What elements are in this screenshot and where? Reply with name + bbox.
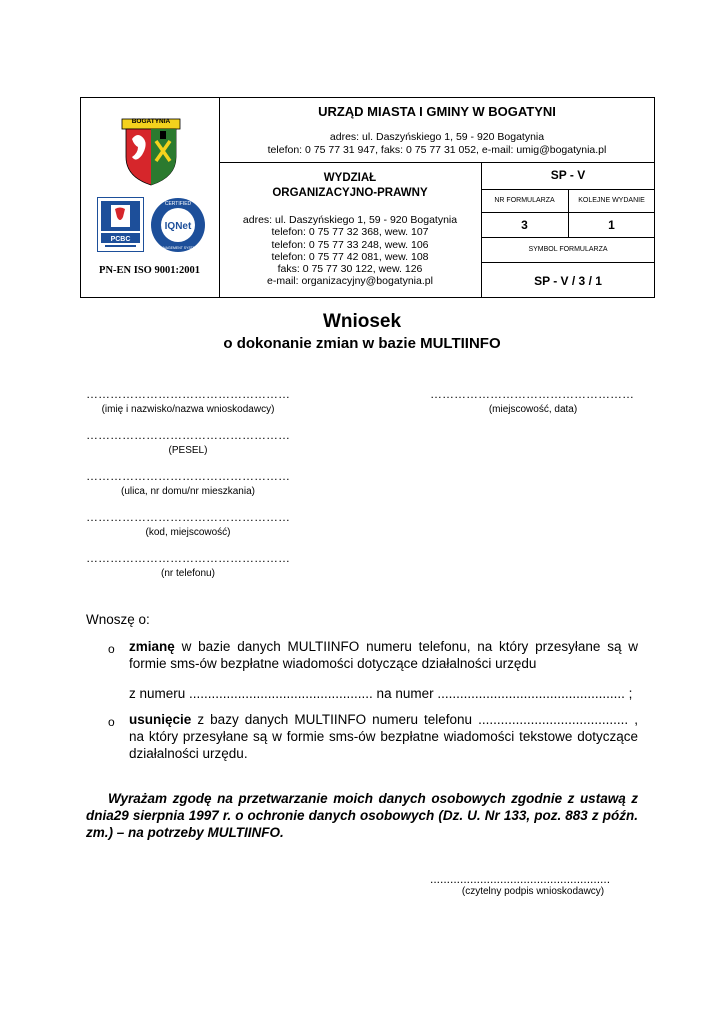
header-divider <box>481 212 655 213</box>
postal-caption: (kod, miejscowość) <box>145 527 231 538</box>
item-change-keyword: zmianę <box>129 639 175 654</box>
place-date-line[interactable]: …………………………………………… <box>430 387 634 401</box>
department-contact-line: telefon: 0 75 77 42 081, wew. 108 <box>271 250 429 263</box>
signature-caption: (czytelny podpis wnioskodawcy) <box>461 886 605 897</box>
department-title: ORGANIZACYJNO-PRAWNY <box>272 187 428 199</box>
pcbc-certificate-logo <box>97 197 144 252</box>
phone-caption: (nr telefonu) <box>161 568 215 579</box>
office-title: URZĄD MIASTA I GMINY W BOGATYNI <box>318 104 556 119</box>
request-intro: Wnoszę o: <box>86 612 150 627</box>
signature-line[interactable]: ...................................................... <box>430 872 611 886</box>
pcbc-label: PCBC <box>110 236 131 243</box>
item-remove-text: z bazy danych MULTIINFO numeru telefonu ........................................ , na który przesyłane są w formie sms-ów bezpłatne wiadomości tekstowe dotyczące działalności urzędu. <box>129 712 638 761</box>
street-line[interactable]: …………………………………………… <box>86 469 290 483</box>
document-subtitle: o dokonanie zmian w bazie MULTIINFO <box>223 335 501 352</box>
checkbox-change[interactable]: o <box>108 642 115 656</box>
document-title: Wniosek <box>322 311 402 332</box>
iso-standard: PN-EN ISO 9001:2001 <box>99 265 200 276</box>
item-remove-keyword: usunięcie <box>129 712 192 727</box>
department-contact-line: faks: 0 75 77 30 122, wew. 126 <box>277 263 423 276</box>
header-divider <box>481 189 655 190</box>
department-contact-line: telefon: 0 75 77 32 368, wew. 107 <box>271 226 429 239</box>
form-symbol-value: SP - V / 3 / 1 <box>534 274 602 288</box>
iqnet-certificate-logo <box>149 196 207 254</box>
phone-number-change-fields[interactable]: z numeru ................................................. na numer .................................................. ; <box>129 686 633 701</box>
form-symbol-label: SYMBOL FORMULARZA <box>528 246 608 253</box>
consent-statement: Wyrażam zgodę na przetwarzanie moich danych osobowych zgodnie z ustawą z dnia29 sierpnia 1997 r. o ochronie danych osobowych (Dz. U. Nr 133, poz. 883 z późn. zm.) – na potrzeby MULTIINFO. <box>86 791 638 840</box>
header-divider <box>481 262 655 263</box>
header-divider <box>481 237 655 238</box>
request-item-change <box>129 638 638 672</box>
office-contact: telefon: 0 75 77 31 947, faks: 0 75 77 31 052, e-mail: umig@bogatynia.pl <box>267 144 607 156</box>
iqnet-label: IQNet <box>164 221 192 232</box>
pesel-line[interactable]: …………………………………………… <box>86 428 290 442</box>
applicant-name-caption: (imię i nazwisko/nazwa wnioskodawcy) <box>101 404 275 415</box>
department-contact <box>219 214 481 288</box>
item-change-text: w bazie danych MULTIINFO numeru telefonu, na który przesyłane są w formie sms-ów bezpłatne wiadomości dotyczące działalności urzędu <box>129 639 638 671</box>
department-title: WYDZIAŁ <box>323 172 377 184</box>
edition-value: 1 <box>608 218 615 232</box>
edition-label: KOLEJNE WYDANIE <box>578 197 645 204</box>
department-contact-line: telefon: 0 75 77 33 248, wew. 106 <box>271 238 429 251</box>
applicant-name-line[interactable]: …………………………………………… <box>86 387 290 401</box>
office-address: adres: ul. Daszyńskiego 1, 59 - 920 Bogatynia <box>329 131 545 143</box>
form-number-label: NR FORMULARZA <box>494 197 555 204</box>
place-date-caption: (miejscowość, data) <box>488 404 578 415</box>
department-contact-line: e-mail: organizacyjny@bogatynia.pl <box>267 275 433 288</box>
certified-label: CERTIFIED <box>164 201 192 207</box>
request-item-remove <box>129 711 638 762</box>
form-code: SP - V <box>550 168 586 182</box>
form-number-value: 3 <box>521 218 528 232</box>
bogatynia-coat-of-arms <box>120 117 182 187</box>
header-divider <box>219 162 655 163</box>
pesel-caption: (PESEL) <box>168 445 208 456</box>
phone-line[interactable]: …………………………………………… <box>86 551 290 565</box>
checkbox-remove[interactable]: o <box>108 715 115 729</box>
street-caption: (ulica, nr domu/nr mieszkania) <box>121 486 255 497</box>
postal-line[interactable]: …………………………………………… <box>86 510 290 524</box>
department-contact-line: adres: ul. Daszyńskiego 1, 59 - 920 Bogatynia <box>242 214 458 226</box>
coat-of-arms-label: BOGATYNIA <box>131 118 171 125</box>
management-system-label: MANAGEMENT SYSTEM <box>157 246 199 250</box>
